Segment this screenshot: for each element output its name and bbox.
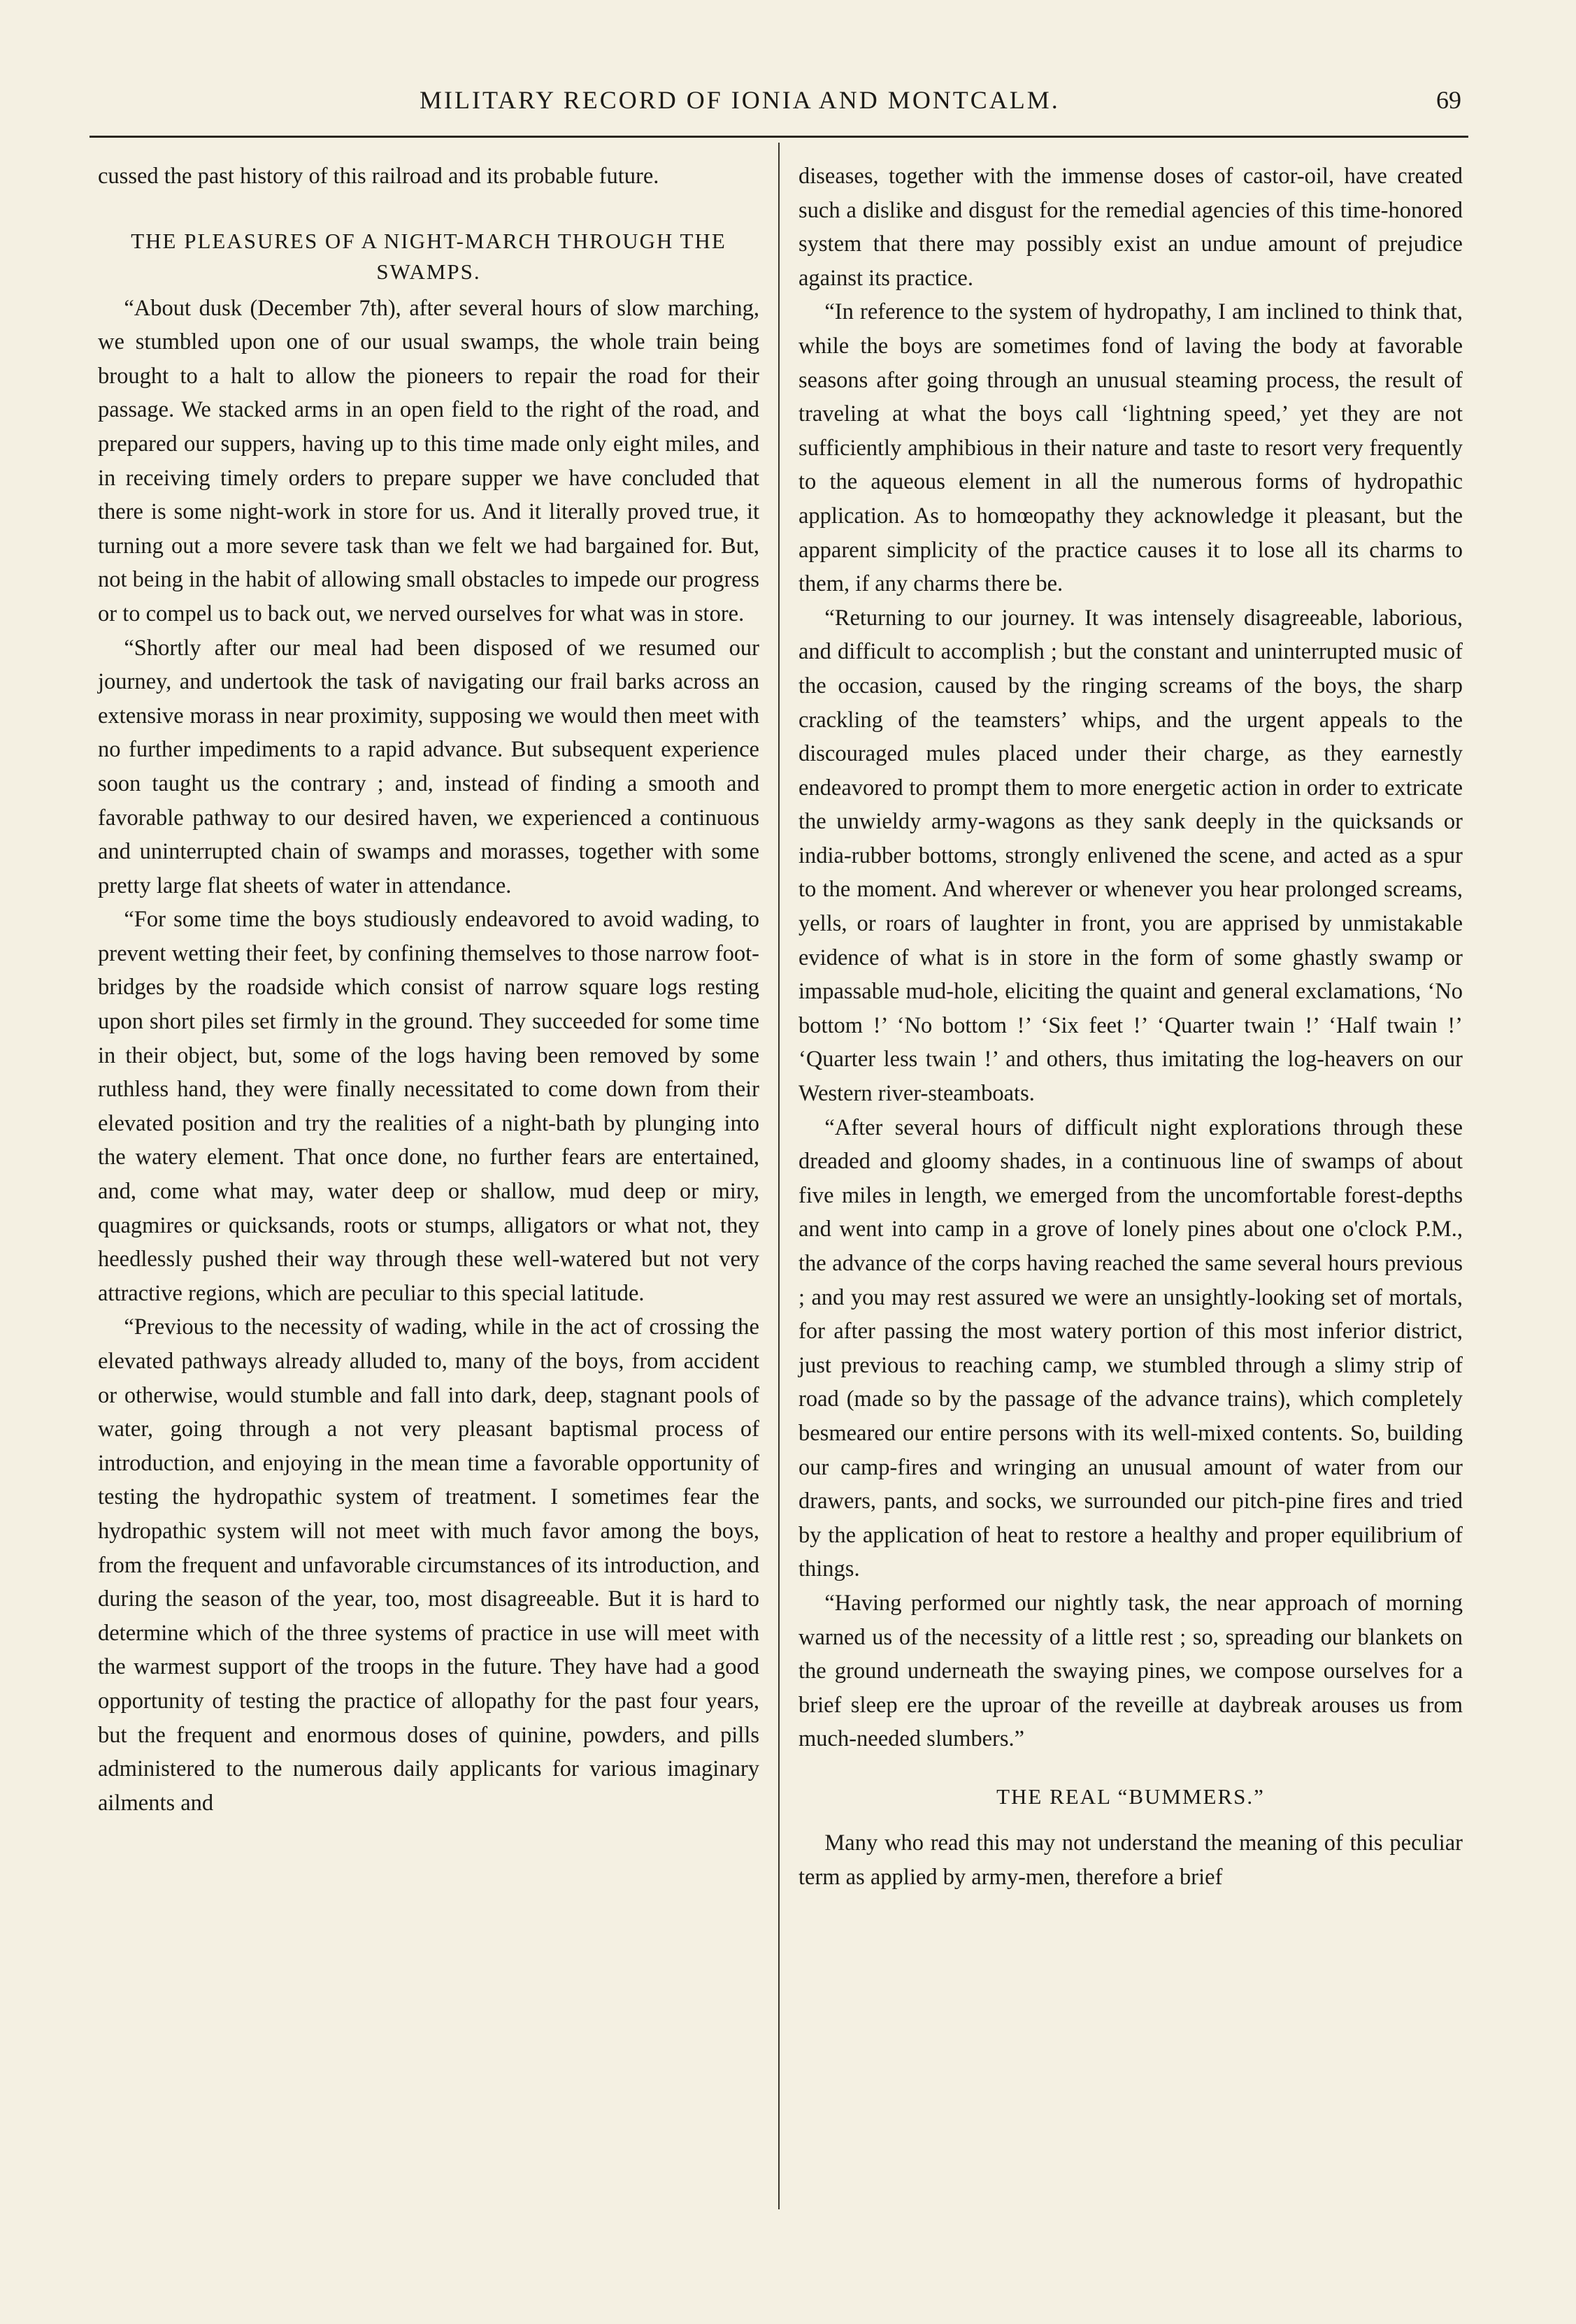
page-number: 69 [1436, 86, 1461, 114]
paragraph: “Previous to the necessity of wading, while in the act of crossing the elevated pathways already alluded to, many of the boys, from accident or otherwise, would stumble and fall into dark, deep, stagnant pools of water, going through a not very pleasant baptismal process of introduction, and enjoying in the mean time a favorable opportunity of testing the hydropathic system of treatment. I sometimes fear the hydropathic system will not meet with much favor among the boys, from the frequent and unfavorable circumstances of its introduction, and during the season of the year, too, most disagreeable. But it is hard to determine which of the three systems of practice in use will meet with the warmest support of the troops in the future. They have had a good opportunity of testing the practice of allopathy for the past four years, but the frequent and enormous doses of quinine, powders, and pills administered to the numerous daily applicants for various imaginary ailments and [98, 1314, 759, 1816]
column-divider [778, 143, 780, 2209]
section-heading: THE PLEASURES OF A NIGHT-MARCH THROUGH THE SWAMPS. [131, 228, 726, 284]
paragraph: cussed the past history of this railroad and its probable future. [98, 164, 659, 189]
left-column [98, 159, 759, 1820]
paragraph: “Shortly after our meal had been disposed of we resumed our journey, and undertook the task of navigating our frail barks across an extensive morass in near proximity, supposing we would then meet with no further impediments to a rapid advance. But subsequent experience soon taught us the contrary ; and, instead of finding a smooth and favorable pathway to our desired haven, we experienced a continuous and uninterrupted chain of swamps and morasses, together with some pretty large flat sheets of water in attendance. [98, 635, 759, 898]
paragraph: “In reference to the system of hydropathy, I am inclined to think that, while the boys are sometimes fond of laving the body at favorable seasons after going through an unusual steaming process, the result of traveling at what the boys call ‘lightning speed,’ yet they are not sufficiently amphibious in their nature and taste to resort very frequently to the aqueous element in all the numerous forms of hydropathic application. As to homœopathy they acknowledge it pleasant, but the apparent simplicity of the practice causes it to lose all its charms to them, if any charms there be. [798, 299, 1463, 597]
paragraph: diseases, together with the immense doses of castor-oil, have created such a dislike and disgust for the remedial agencies of this time-honored system that there may possibly exist an undue amount of prejudice against its practice. [798, 164, 1463, 291]
paragraph: Many who read this may not understand the meaning of this peculiar term as applied by army-men, therefore a brief [798, 1830, 1463, 1890]
section-heading: THE REAL “BUMMERS.” [996, 1784, 1265, 1809]
header-rule [89, 136, 1468, 138]
running-title: MILITARY RECORD OF IONIA AND MONTCALM. [420, 86, 1060, 114]
paragraph: “Having performed our nightly task, the near approach of morning warned us of the necessity of a little rest ; so, spreading our blankets on the ground underneath the swaying pines, we compose ourselves for a brief sleep ere the uproar of the reveille at daybreak arouses us from much-needed slumbers.” [798, 1590, 1463, 1752]
paragraph: “About dusk (December 7th), after several hours of slow marching, we stumbled upon one of our usual swamps, the whole train being brought to a halt to allow the pioneers to repair the road for their passage. We stacked arms in an open field to the right of the road, and prepared our suppers, having up to this time made only eight miles, and in receiving timely orders to prepare supper we have concluded that there is some night-work in store for us. And it literally proved true, it turning out a more severe task than we felt we had bargained for. But, not being in the habit of allowing small obstacles to impede our progress or to compel us to back out, we nerved ourselves for what was in store. [98, 295, 759, 626]
paragraph: “Returning to our journey. It was intensely disagreeable, laborious, and difficult to accomplish ; but the constant and uninterrupted music of the occasion, caused by the ringing screams of the boys, the sharp crackling of the teamsters’ whips, and the urgent appeals to the discouraged mules placed under their charge, as they earnestly endeavored to prompt them to more energetic action in order to extricate the unwieldy army-wagons as they sank deeply in the quicksands or india-rubber bottoms, strongly enlivened the scene, and acted as a spur to the moment. And wherever or whenever you hear prolonged screams, yells, or roars of laughter in front, you are apprised by unmistakable evidence of what is in store in the form of some ghastly swamp or impassable mud-hole, eliciting the quaint and general exclamations, ‘No bottom !’ ‘No bottom !’ ‘Six feet !’ ‘Quarter twain !’ ‘Half twain !’ ‘Quarter less twain !’ and others, thus imitating the log-heavers on our Western river-steamboats. [798, 605, 1463, 1107]
right-column [798, 159, 1463, 1894]
paragraph: “After several hours of difficult night explorations through these dreaded and gloomy shades, in a continuous line of swamps of about five miles in length, we emerged from the uncomfortable forest-depths and went into camp in a grove of lonely pines about one o'clock P.M., the advance of the corps having reached the same several hours previous ; and you may rest assured we were an unsightly-looking set of mortals, for after passing the most watery portion of this most inferior district, just previous to reaching camp, we stumbled through a slimy strip of road (made so by the passage of the advance trains), which completely besmeared our entire persons with its well-mixed contents. So, building our camp-fires and wringing an unusual amount of water from our drawers, pants, and socks, we surrounded our pitch-pine fires and tried by the application of heat to restore a healthy and proper equilibrium of things. [798, 1114, 1463, 1582]
paragraph: “For some time the boys studiously endeavored to avoid wading, to prevent wetting their feet, by confining themselves to those narrow foot-bridges by the roadside which consist of narrow square logs resting upon short piles set firmly in the ground. They succeeded for some time in their object, but, some of the logs having been removed by some ruthless hand, they were finally necessitated to come down from their elevated position and try the realities of a night-bath by plunging into the watery element. That once done, no further fears are entertained, and, come what may, water deep or shallow, mud deep or miry, quagmires or quicksands, roots or stumps, alligators or what not, they heedlessly pushed their way through these well-watered but not very attractive regions, which are peculiar to this special latitude. [98, 907, 759, 1306]
